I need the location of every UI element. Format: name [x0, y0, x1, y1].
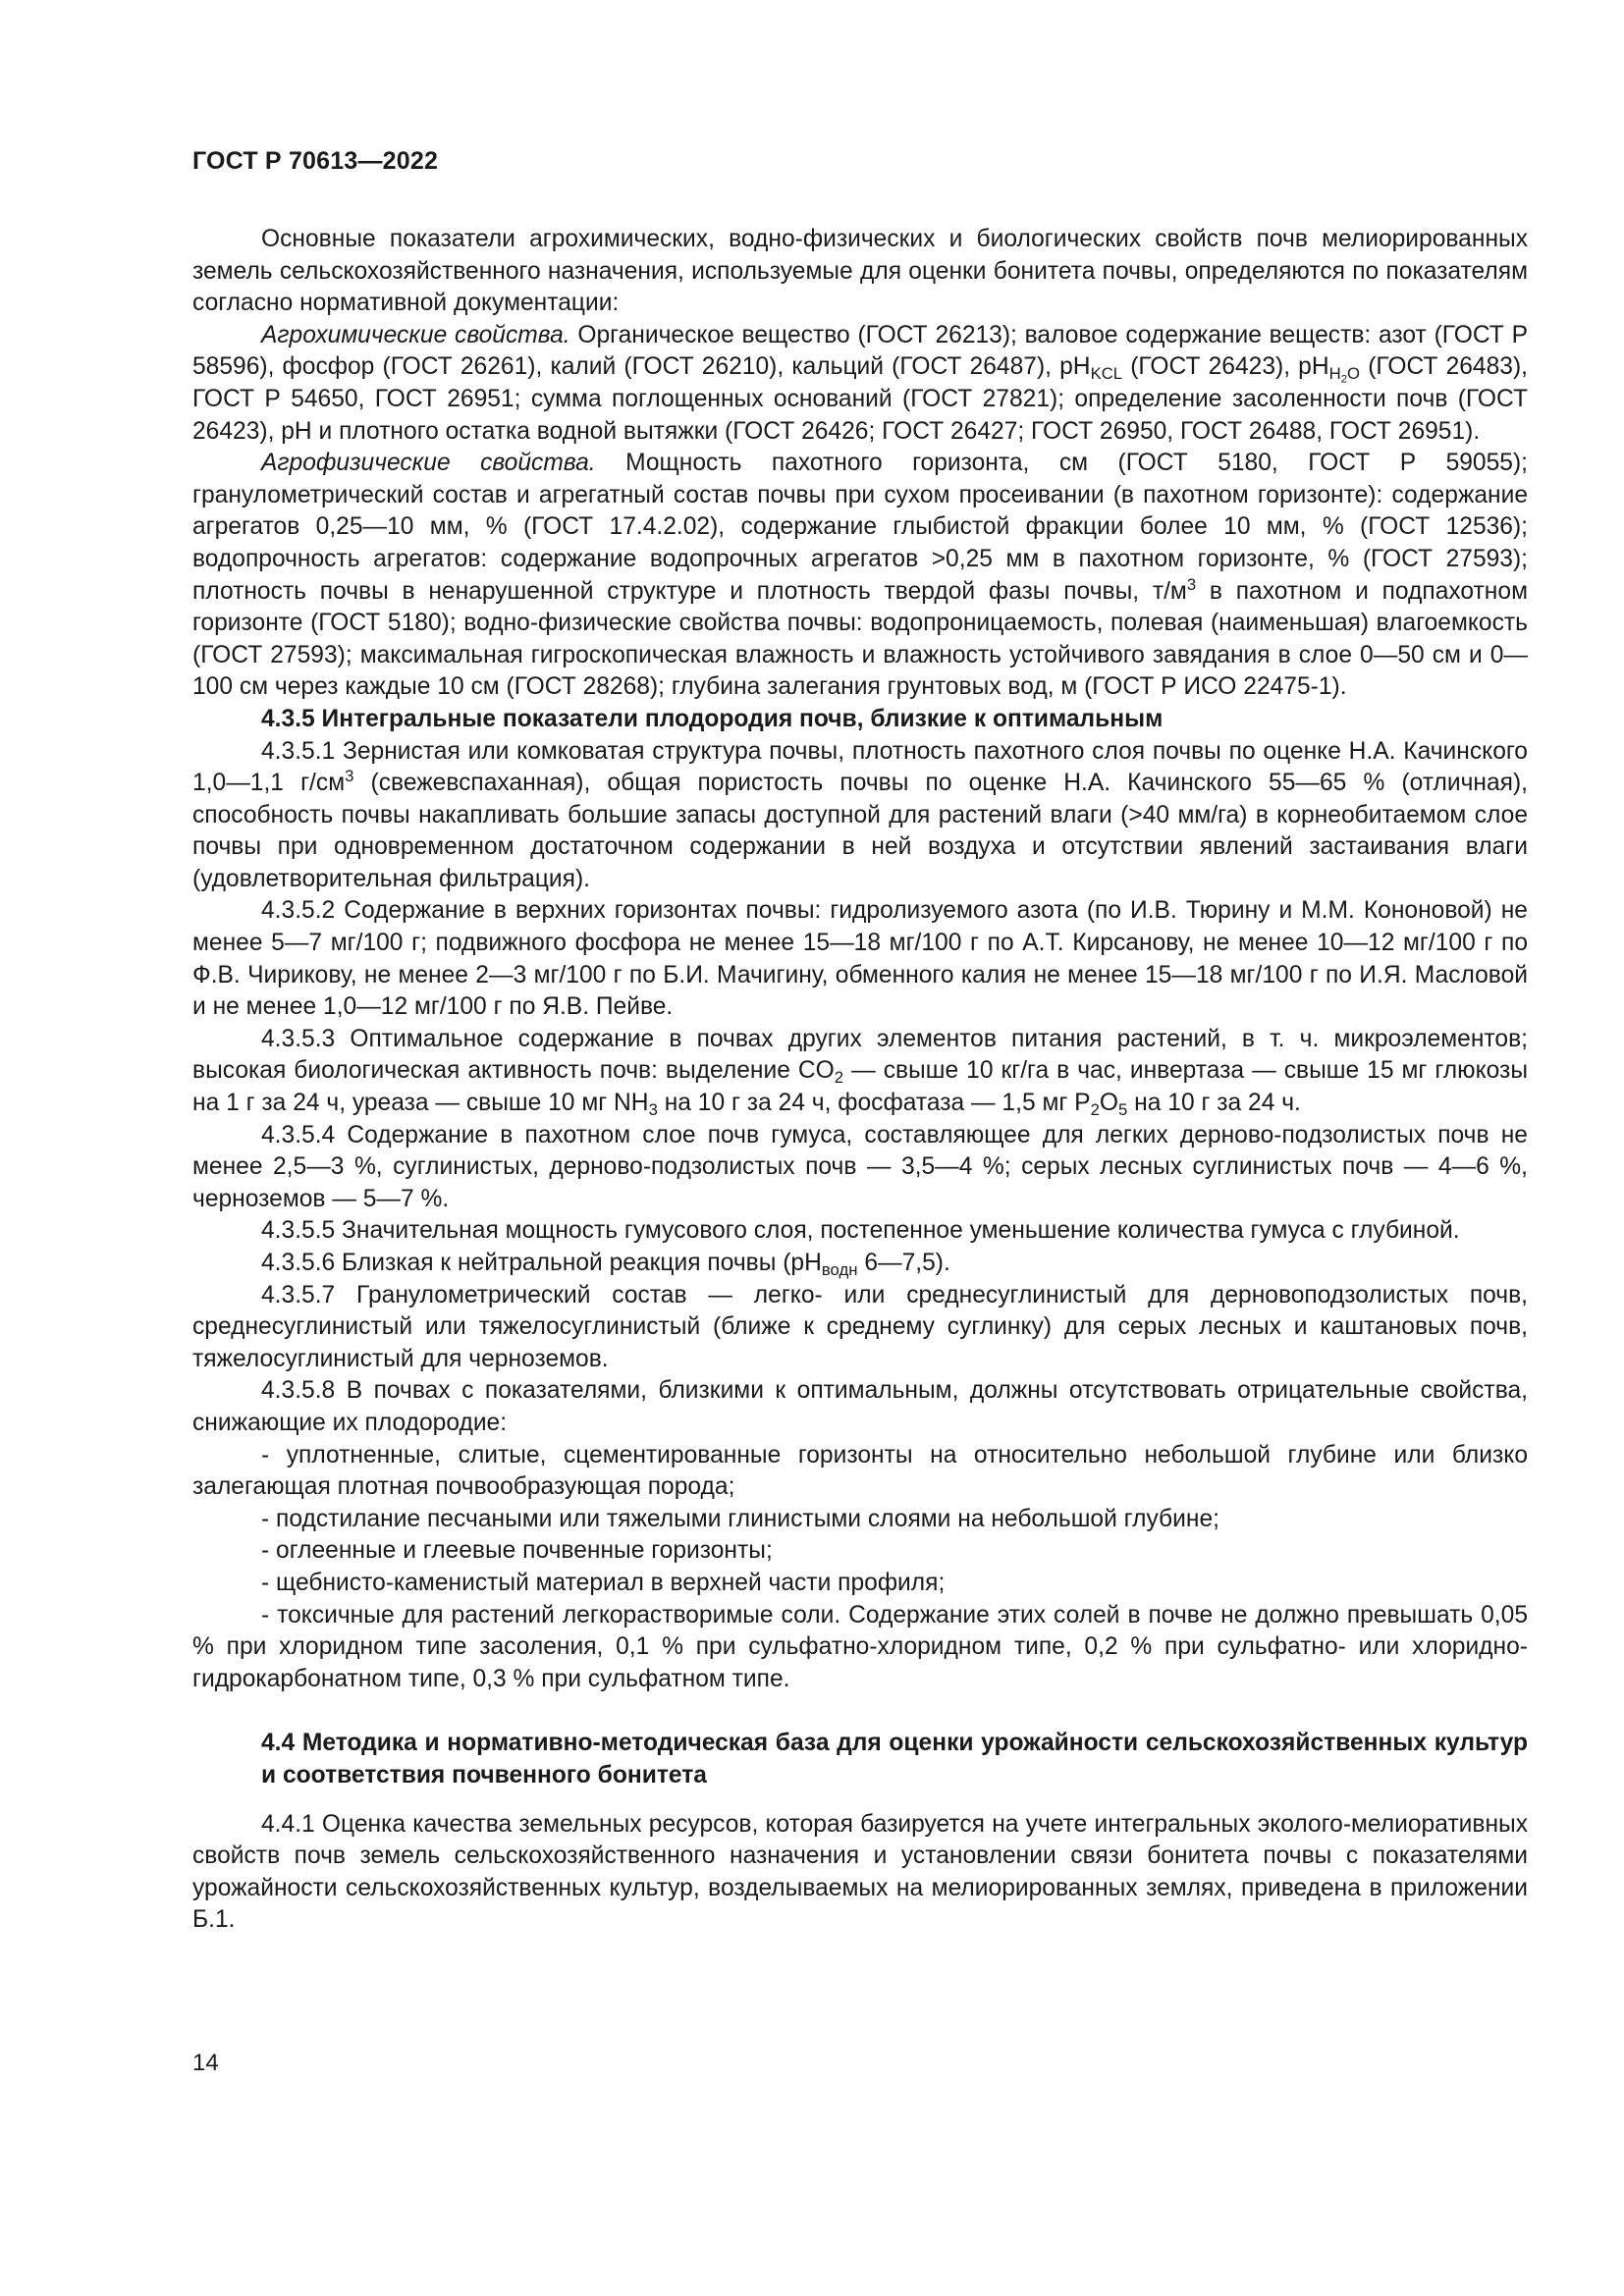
text-run: Органическое вещество (ГОСТ 26213); валовое содержание веществ: азот (ГОСТ Р 58596), фосфор (ГОСТ 26261), калий (ГОСТ 26210), кальций (ГОСТ 26487), pH [192, 321, 1528, 381]
agrophysical-label: Агрофизические свойства. [261, 450, 596, 477]
text-run: в пахотном и подпахотном горизонте (ГОСТ 5180); водно-физические свойства почвы: водопроницаемость, полевая (наименьшая) влагоемкость (ГОСТ 27593); максимальная гигроскопическая влажность и влажность устойчивого завядания в слое 0—50 см и 0—100 см через каждые 10 см (ГОСТ 28268); глубина залегания грунтовых вод, м (ГОСТ Р ИСО 22475-1). [192, 577, 1528, 701]
text-run: Мощность пахотного горизонта, см (ГОСТ 5180, ГОСТ Р 59055); гранулометрический состав и агрегатный состав почвы при сухом просеивании (в пахотном горизонте): содержание агрегатов 0,25—10 мм, % (ГОСТ 17.4.2.02), содержание глыбистой фракции более 10 мм, % (ГОСТ 12536); водопрочность агрегатов: содержание водопрочных агрегатов >0,25 мм в пахотном горизонте, % (ГОСТ 27593); плотность почвы в ненарушенной структуре и плотность твердой фазы почвы, т/м [192, 450, 1528, 605]
list-item: - щебнисто-каменистый материал в верхней части профиля; [261, 1569, 946, 1596]
list-item: - токсичные для растений легкорастворимые соли. Содержание этих солей в почве не должно превышать 0,05 % при хлоридном типе засоления, 0,1 % при сульфатно-хлоридном типе, 0,2 % при сульфатно- или хлоридно-гидрокарбонатном типе, 0,3 % при сульфатном типе. [192, 1601, 1528, 1692]
paragraph-4-3-5-8: 4.3.5.8 В почвах с показателями, близкими к оптимальным, должны отсутствовать отрицательные свойства, снижающие их плодородие: [192, 1377, 1528, 1436]
document-body [192, 224, 1528, 1937]
text-run: (ГОСТ 26483), ГОСТ Р 54650, ГОСТ 26951; сумма поглощенных оснований (ГОСТ 27821); определение засоленности почв (ГОСТ 26423), pH и плотного остатка водной вытяжки (ГОСТ 26426; ГОСТ 26427; ГОСТ 26950, ГОСТ 26488, ГОСТ 26951). [192, 353, 1528, 445]
subscript-part: O [1347, 364, 1361, 384]
list-item: - подстилание песчаными или тяжелыми глинистыми слоями на небольшой глубине; [261, 1505, 1219, 1532]
text-run: — свыше 10 кг/га в час, инвертаза — свыше 15 мг глюкозы на 1 г за 24 ч, уреаза — свыше 10 мг NH [192, 1057, 1528, 1117]
text-run: 4.3.5.6 Близкая к нейтральной реакция почвы (pH [261, 1250, 822, 1276]
text-run: (свежевспаханная), общая пористость почвы по оценке Н.А. Качинского 55—65 % (отличная), способность почвы накапливать большие запасы доступной для растений влаги (>40 мм/га) в корнеобитаемом слое почвы при одновременном достаточном содержании в ней воздуха и отсутствии явлений застаивания влаги (удовлетворительная фильтрация). [192, 770, 1528, 892]
text-run: 4.3.5.3 Оптимальное содержание в почвах других элементов питания растений, в т. ч. микроэлементов; высокая биологическая активность почв: выделение CO [192, 1025, 1528, 1085]
document-code: ГОСТ Р 70613—2022 [192, 147, 439, 175]
list-item: - уплотненные, слитые, сцементированные горизонты на относительно небольшой глубине или близко залегающая плотная почвообразующая порода; [192, 1441, 1528, 1501]
text-run: 4.3.5.1 Зернистая или комковатая структура почвы, плотность пахотного слоя почвы по оценке Н.А. Качинского 1,0—1,1 г/см [192, 737, 1528, 797]
paragraph-4-3-5-5: 4.3.5.5 Значительная мощность гумусового слоя, постепенное уменьшение количества гумуса с глубиной. [261, 1217, 1460, 1245]
agrochemical-label: Агрохимические свойства. [261, 321, 570, 348]
intro-paragraph: Основные показатели агрохимических, водно-физических и биологических свойств почв мелиорированных земель сельскохозяйственного назначения, используемые для оценки бонитета почвы, определяются по показателям согласно нормативной документации: [192, 226, 1528, 317]
agrochemical-properties-paragraph [192, 320, 1528, 448]
page-number: 14 [192, 2050, 219, 2076]
subscript: 5 [1118, 1100, 1128, 1120]
agrophysical-properties-paragraph [192, 448, 1528, 704]
text-run: (ГОСТ 26423), pH [1122, 353, 1329, 381]
paragraph-4-3-5-2: 4.3.5.2 Содержание в верхних горизонтах почвы: гидролизуемого азота (по И.В. Тюрину и М.М. Кононовой) не менее 5—7 мг/100 г; подвижного фосфора не менее 15—18 мг/100 г по А.Т. Кирсанову, не менее 10—12 мг/100 г по Ф.В. Чирикову, не менее 2—3 мг/100 г по Б.И. Мачигину, обменного калия не менее 15—18 мг/100 г по И.Я. Масловой и не менее 1,0—12 мг/100 г по Я.В. Пейве. [192, 897, 1528, 1021]
text-run: на 10 г за 24 ч, фосфатаза — 1,5 мг P [657, 1090, 1091, 1117]
text-run: 6—7,5). [857, 1250, 950, 1276]
superscript: 3 [1186, 574, 1197, 594]
list-item: - оглеенные и глеевые почвенные горизонты; [261, 1537, 773, 1565]
subscript: 2 [834, 1068, 844, 1088]
subscript [1328, 364, 1361, 386]
text-run: на 10 г за 24 ч. [1127, 1090, 1301, 1117]
paragraph-4-4-1: 4.4.1 Оценка качества земельных ресурсов, которая базируется на учете интегральных эколого-мелиоративных свойств почв земель сельскохозяйственного назначения и установлении связи бонитета почвы с показателями урожайности сельскохозяйственных культур, возделываемых на мелиорированных землях, приведена в приложении Б.1. [192, 1810, 1528, 1934]
subscript: 2 [1090, 1100, 1100, 1120]
section-4-3-5-heading: 4.3.5 Интегральные показатели плодородия почв, близкие к оптимальным [261, 705, 1164, 732]
paragraph-4-3-5-1 [192, 736, 1528, 896]
paragraph-4-3-5-6 [192, 1248, 1528, 1280]
paragraph-4-3-5-7: 4.3.5.7 Гранулометрический состав — легко- или среднесуглинистый для дерновоподзолистых почв, среднесуглинистый или тяжелосуглинистый (ближе к среднему суглинку) для серых лесных и каштановых почв, тяжелосуглинистый для черноземов. [192, 1281, 1528, 1372]
subscript: водн [821, 1260, 858, 1280]
text-run: O [1099, 1090, 1119, 1117]
section-4-4-heading: 4.4 Методика и нормативно-методическая база для оценки урожайности сельскохозяйственных культур и соответствия почвенного бонитета [261, 1730, 1528, 1789]
subscript: 3 [648, 1100, 658, 1120]
paragraph-4-3-5-4: 4.3.5.4 Содержание в пахотном слое почв гумуса, составляющее для легких дерново-подзолистых почв не менее 2,5—3 %, суглинистых, дерново-подзолистых почв — 3,5—4 %; серых лесных суглинистых почв — 4—6 %, черноземов — 5—7 %. [192, 1121, 1528, 1212]
superscript: 3 [345, 766, 354, 785]
paragraph-4-3-5-3 [192, 1024, 1528, 1120]
subscript-nested: 2 [1340, 373, 1348, 386]
subscript: KCL [1090, 364, 1123, 384]
subscript-part: H [1328, 364, 1341, 384]
